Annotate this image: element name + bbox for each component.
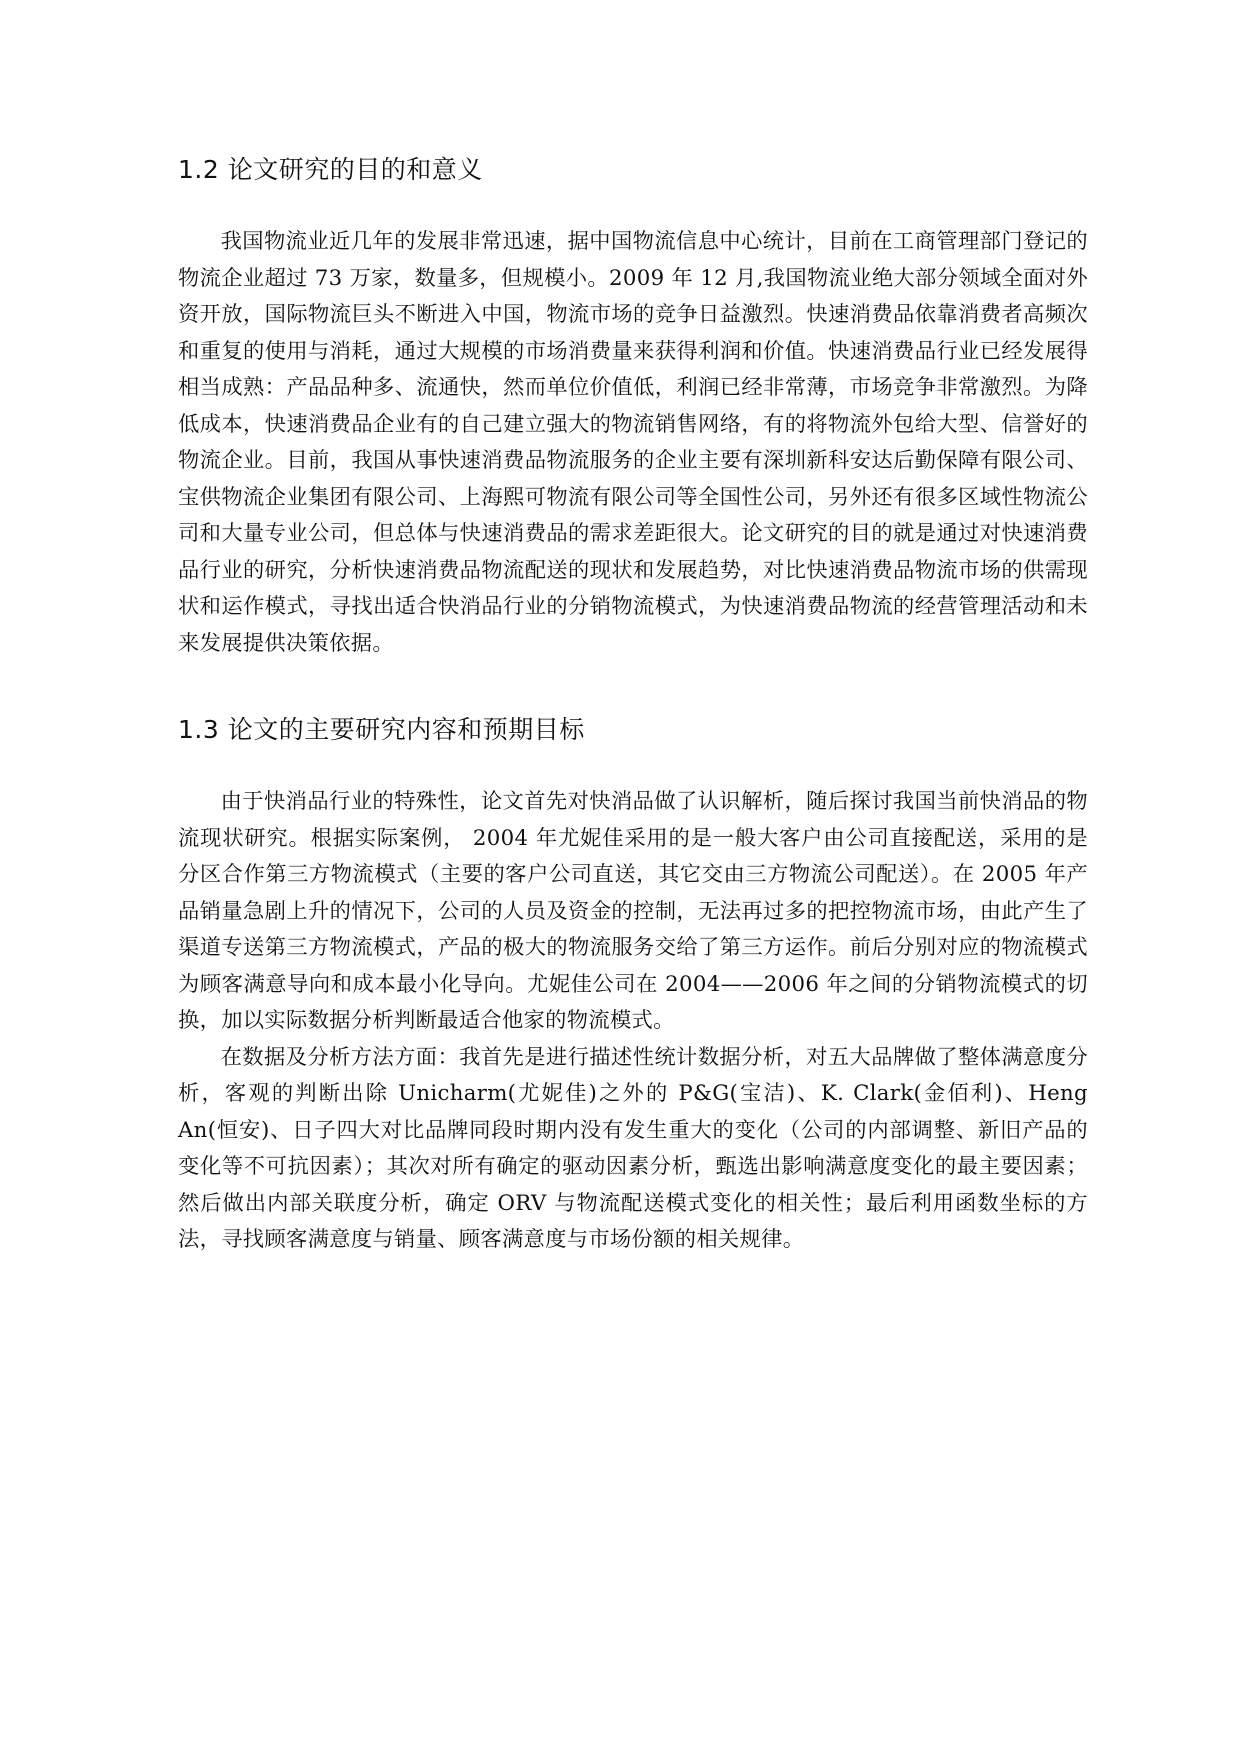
section-1-2-paragraph: 我国物流业近几年的发展非常迅速，据中国物流信息中心统计，目前在工商管理部门登记的物流企业超过 73 万家，数量多，但规模小。2009 年 12 月,我国物流业绝大部分领域全面对外资开放，国际物流巨头不断进入中国，物流市场的竞争日益激烈。快速消费品依靠消费者高频次和重复的使用与消耗，通过大规模的市场消费量来获得利润和价值。快速消费品行业已经发展得相当成熟：产品品种多、流通快，然而单位价值低，利润已经非常薄，市场竞争非常激烈。为降低成本，快速消费品企业有的自己建立强大的物流销售网络，有的将物流外包给大型、信誉好的物流企业。目前，我国从事快速消费品物流服务的企业主要有深圳新科安达后勤保障有限公司、宝供物流企业集团有限公司、上海熙可物流有限公司等全国性公司，另外还有很多区域性物流公司和大量专业公司，但总体与快速消费品的需求差距很大。论文研究的目的就是通过对快速消费品行业的研究，分析快速消费品物流配送的现状和发展趋势，对比快速消费品物流市场的供需现状和运作模式，寻找出适合快消品行业的分销物流模式，为快速消费品物流的经营管理活动和未来发展提供决策依据。 xyxy=(178,229,1088,656)
section-1-3-paragraph-2: 在数据及分析方法方面：我首先是进行描述性统计数据分析，对五大品牌做了整体满意度分析，客观的判断出除 Unicharm(尤妮佳)之外的 P&G(宝洁)、K. Clark(金佰利)、Heng An(恒安)、日子四大对比品牌同段时期内没有发生重大的变化（公司的内部调整、新旧产品的变化等不可抗因素）；其次对所有确定的驱动因素分析，甄选出影响满意度变化的最主要因素；然后做出内部关联度分析，确定 ORV 与物流配送模式变化的相关性；最后利用函数坐标的方法，寻找顾客满意度与销量、顾客满意度与市场份额的相关规律。 xyxy=(178,1044,1088,1252)
section-1-3-paragraph-1: 由于快消品行业的特殊性，论文首先对快消品做了认识解析，随后探讨我国当前快消品的物流现状研究。根据实际案例， 2004 年尤妮佳采用的是一般大客户由公司直接配送，采用的是分区合作第三方物流模式（主要的客户公司直送，其它交由三方物流公司配送）。在 2005 年产品销量急剧上升的情况下，公司的人员及资金的控制，无法再过多的把控物流市场，由此产生了渠道专送第三方物流模式，产品的极大的物流服务交给了第三方运作。前后分别对应的物流模式为顾客满意导向和成本最小化导向。尤妮佳公司在 2004——2006 年之间的分销物流模式的切换，加以实际数据分析判断最适合他家的物流模式。 xyxy=(178,789,1088,1033)
section-heading-1-2: 1.2 论文研究的目的和意义 xyxy=(178,155,483,184)
section-heading-1-3: 1.3 论文的主要研究内容和预期目标 xyxy=(178,715,585,744)
document-page xyxy=(178,150,1088,1259)
